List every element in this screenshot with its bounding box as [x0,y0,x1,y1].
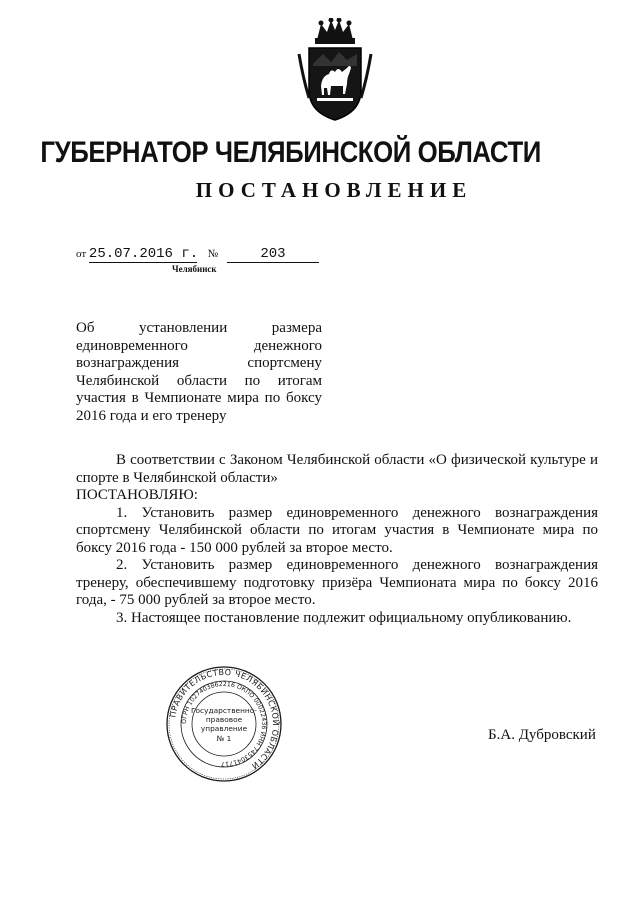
document-number: 203 [227,246,319,263]
decree-item-1: 1. Установить размер единовременного денежного вознаграждения спортсмену Челябинской области по итогам участия в Чемпионате мира по боксу 2016 года - 150 000 рублей за второе место. [76,504,598,556]
number-label: № [207,248,219,260]
date-number-line [76,246,319,263]
seal-codes: ОГРН 1027403862216 ОКПО 00022436 ИНН 7453041717 [180,680,268,768]
seal-line-1: Государственно- [191,706,257,715]
document-subject: Об установлении размера единовременного денежного вознаграждения спортсмену Челябинской области по итогам участия в Чемпионате мира по боксу 2016 года и его тренеру [76,320,322,424]
preamble: В соответствии с Законом Челябинской области «О физической культуре и спорте в Челябинской области» [76,452,598,486]
signatory-name: Б.А. Дубровский [488,727,596,743]
authority-title: ГУБЕРНАТОР ЧЕЛЯБИНСКОЙ ОБЛАСТИ [40,136,541,169]
official-seal [164,664,284,784]
decree-word: ПОСТАНОВЛЯЮ: [76,487,198,503]
city: Челябинск [172,264,217,274]
seal-line-2: правовое [205,715,243,724]
coat-of-arms-icon [295,18,375,122]
seal-line-3: управление [200,724,248,733]
date-prefix: от [76,248,87,260]
seal-outer-text: ПРАВИТЕЛЬСТВО ЧЕЛЯБИНСКОЙ ОБЛАСТИ [168,667,281,771]
decree-item-2: 2. Установить размер единовременного денежного вознаграждения тренеру, обеспечившему подготовку призёра Чемпионата мира по боксу 2016 года, - 75 000 рублей за второе место. [76,557,598,608]
seal-line-4: № 1 [216,734,232,743]
document-type: ПОСТАНОВЛЕНИЕ [195,178,473,202]
document-date: 25.07.2016 г. [88,246,199,262]
decree-item-3: 3. Настоящее постановление подлежит официальному опубликованию. [116,609,572,626]
document-body [76,452,598,627]
